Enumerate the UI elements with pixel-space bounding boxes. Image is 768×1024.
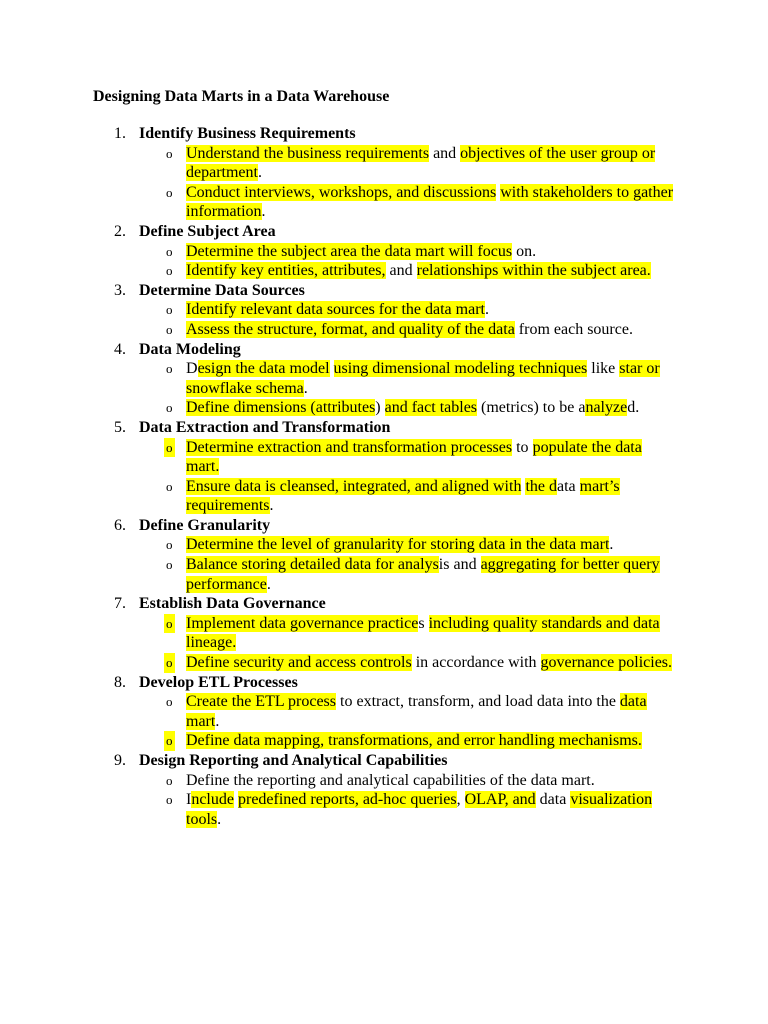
bullet-item xyxy=(0,320,678,340)
highlighted-text: Define dimensions (attributes xyxy=(186,399,376,417)
bullet-circle-icon: o xyxy=(166,792,173,808)
section-heading xyxy=(0,340,768,360)
section-heading xyxy=(0,594,768,614)
bullet-item xyxy=(0,359,678,398)
bullet-item xyxy=(0,535,678,555)
plain-text: (metrics) to be a xyxy=(477,399,586,417)
plain-text: . xyxy=(609,536,614,554)
plain-text: on. xyxy=(512,242,537,260)
highlighted-text: Balance storing detailed data for analys xyxy=(186,556,439,574)
bullet-circle-icon: o xyxy=(166,184,173,200)
section-heading xyxy=(0,673,768,693)
bullet-text xyxy=(186,399,639,416)
plain-text: to xyxy=(512,438,533,456)
highlighted-text: nclude xyxy=(191,791,234,809)
bullet-item xyxy=(0,261,678,281)
section-number: 9. xyxy=(114,752,126,769)
bullet-text xyxy=(186,243,536,260)
section-title: Determine Data Sources xyxy=(139,281,305,299)
section-title: Data Modeling xyxy=(139,340,241,358)
bullet-circle-icon: o xyxy=(164,614,175,634)
plain-text: . xyxy=(215,712,220,730)
highlighted-text: Identify key entities, attributes, xyxy=(186,262,386,280)
highlighted-text: Assess the structure, format, and quality of the data xyxy=(186,320,515,338)
list-item-section xyxy=(0,281,768,340)
highlighted-text: data mart xyxy=(186,693,647,730)
highlighted-text: star or snowflake schema xyxy=(186,360,660,397)
section-number: 3. xyxy=(114,281,126,299)
bullet-item xyxy=(0,771,678,791)
list-item-section xyxy=(0,124,768,222)
bullet-item xyxy=(0,183,678,222)
plain-text: , xyxy=(456,791,465,809)
highlighted-text: populate the data mart. xyxy=(186,438,642,476)
highlighted-text: visualization tools xyxy=(186,791,653,828)
bullet-text xyxy=(186,301,489,318)
bullet-circle-icon: o xyxy=(166,263,173,279)
plain-text: ) xyxy=(375,399,385,417)
section-title: Define Subject Area xyxy=(139,222,276,240)
highlighted-text: using dimensional modeling techniques xyxy=(333,360,588,378)
bullet-text xyxy=(186,654,672,671)
bullet-item xyxy=(0,731,678,751)
highlighted-text: predefined reports, ad-hoc queries xyxy=(237,791,457,809)
bullet-item xyxy=(0,477,678,516)
plain-text: to extract, transform, and load data into the xyxy=(336,693,620,711)
bullet-text xyxy=(186,439,642,476)
bullet-text xyxy=(186,478,620,515)
highlighted-text: Define security and access controls xyxy=(186,654,412,672)
highlighted-text: esign the data model xyxy=(197,360,330,378)
document-title: Designing Data Marts in a Data Warehouse xyxy=(93,88,390,105)
plain-text: . xyxy=(266,575,271,593)
bullet-text xyxy=(186,360,660,397)
section-number: 7. xyxy=(114,595,126,613)
highlighted-text: Determine the subject area the data mart will focus xyxy=(186,242,513,260)
plain-text: . xyxy=(303,379,308,397)
list-item-section xyxy=(0,673,768,751)
highlighted-text: the d xyxy=(525,477,557,495)
bullet-text xyxy=(186,791,652,828)
plain-text: and xyxy=(385,262,417,280)
plain-text: . xyxy=(484,301,489,319)
bullet-item xyxy=(0,398,678,418)
bullet-circle-icon: o xyxy=(166,537,173,553)
bullet-text xyxy=(186,732,642,749)
plain-text: . xyxy=(257,164,262,182)
plain-text: and xyxy=(429,144,461,162)
highlighted-text: relationships within the subject area. xyxy=(416,262,651,280)
highlighted-text: nalyze xyxy=(585,399,628,417)
section-list xyxy=(0,124,768,829)
bullet-circle-icon: o xyxy=(166,361,173,377)
highlighted-text: Understand the business requirements xyxy=(186,144,430,162)
highlighted-text: Identify relevant data sources for the data mart xyxy=(186,301,485,319)
bullet-circle-icon: o xyxy=(166,557,173,573)
section-number: 8. xyxy=(114,673,126,691)
section-heading xyxy=(0,418,768,438)
bullet-circle-icon: o xyxy=(164,731,175,751)
section-title: Design Reporting and Analytical Capabilities xyxy=(139,752,448,769)
highlighted-text: Implement data governance practice xyxy=(186,614,419,632)
section-heading xyxy=(0,124,768,144)
list-item-section xyxy=(0,751,768,829)
section-heading xyxy=(0,751,768,771)
plain-text: ata xyxy=(556,477,580,495)
highlighted-text: including quality standards and data lineage. xyxy=(186,614,660,652)
highlighted-text: Determine the level of granularity for storing data in the data mart xyxy=(186,536,610,554)
bullet-circle-icon: o xyxy=(164,438,175,458)
bullet-text xyxy=(186,184,673,221)
highlighted-text: governance policies. xyxy=(540,654,673,672)
section-title: Data Extraction and Transformation xyxy=(139,418,391,436)
section-heading xyxy=(0,222,768,242)
bullet-text xyxy=(186,693,647,730)
bullet-circle-icon: o xyxy=(166,145,173,161)
list-item-section xyxy=(0,418,768,516)
highlighted-text: Determine extraction and transformation processes xyxy=(186,438,513,456)
section-number: 1. xyxy=(114,125,126,142)
plain-text: . xyxy=(269,497,274,515)
bullet-circle-icon: o xyxy=(166,478,173,494)
plain-text: like xyxy=(587,360,620,378)
bullet-item xyxy=(0,144,678,183)
bullet-item xyxy=(0,300,678,320)
highlighted-text: with stakeholders to gather information xyxy=(186,183,674,221)
bullet-circle-icon: o xyxy=(166,772,173,788)
bullet-circle-icon: o xyxy=(166,243,173,259)
plain-text: in accordance with xyxy=(411,654,541,672)
bullet-text xyxy=(186,772,595,789)
section-number: 6. xyxy=(114,516,126,534)
section-heading xyxy=(0,281,768,301)
highlighted-text: Conduct interviews, workshops, and discussions xyxy=(186,183,497,201)
bullet-circle-icon: o xyxy=(166,302,173,318)
bullet-item xyxy=(0,653,678,673)
highlighted-text: mart’s requirements xyxy=(186,477,620,515)
bullet-circle-icon: o xyxy=(166,321,173,337)
plain-text: d. xyxy=(627,399,640,417)
plain-text: from each source. xyxy=(514,320,633,338)
list-item-section xyxy=(0,222,768,281)
bullet-item xyxy=(0,555,678,594)
section-title: Identify Business Requirements xyxy=(139,125,356,142)
plain-text: . xyxy=(261,203,266,221)
highlighted-text: objectives of the user group or department xyxy=(186,144,656,182)
highlighted-text: Ensure data is cleansed, integrated, and aligned with xyxy=(186,477,522,495)
section-title: Develop ETL Processes xyxy=(139,673,298,691)
bullet-item xyxy=(0,438,678,477)
bullet-text xyxy=(186,145,655,182)
plain-text: Define the reporting and analytical capabilities of the data mart. xyxy=(186,771,595,789)
bullet-text xyxy=(186,262,651,279)
highlighted-text: OLAP, and xyxy=(464,791,536,809)
highlighted-text: Create the ETL process xyxy=(186,693,337,711)
plain-text: data xyxy=(535,791,571,809)
plain-text: is and xyxy=(438,556,481,574)
section-number: 2. xyxy=(114,222,126,240)
section-title: Establish Data Governance xyxy=(139,595,326,613)
bullet-circle-icon: o xyxy=(164,653,175,673)
bullet-item xyxy=(0,614,678,653)
plain-text: I xyxy=(186,791,192,809)
bullet-text xyxy=(186,556,660,593)
plain-text xyxy=(330,360,334,377)
bullet-item xyxy=(0,242,678,262)
section-heading xyxy=(0,516,768,536)
highlighted-text: Define data mapping, transformations, and error handling mechanisms. xyxy=(186,732,642,750)
bullet-item xyxy=(0,692,678,731)
bullet-item xyxy=(0,790,678,829)
plain-text: . xyxy=(217,810,222,828)
list-item-section xyxy=(0,340,768,418)
plain-text: s xyxy=(418,614,429,632)
section-number: 4. xyxy=(114,340,126,358)
highlighted-text: aggregating for better query performance xyxy=(186,556,660,593)
bullet-text xyxy=(186,536,613,553)
highlighted-text: and fact tables xyxy=(384,399,478,417)
bullet-circle-icon: o xyxy=(166,694,173,710)
list-item-section xyxy=(0,516,768,594)
section-number: 5. xyxy=(114,418,126,436)
bullet-text xyxy=(186,321,633,338)
plain-text: D xyxy=(186,360,198,378)
bullet-text xyxy=(186,615,660,652)
bullet-circle-icon: o xyxy=(166,400,173,416)
list-item-section xyxy=(0,594,768,672)
section-title: Define Granularity xyxy=(139,516,271,534)
